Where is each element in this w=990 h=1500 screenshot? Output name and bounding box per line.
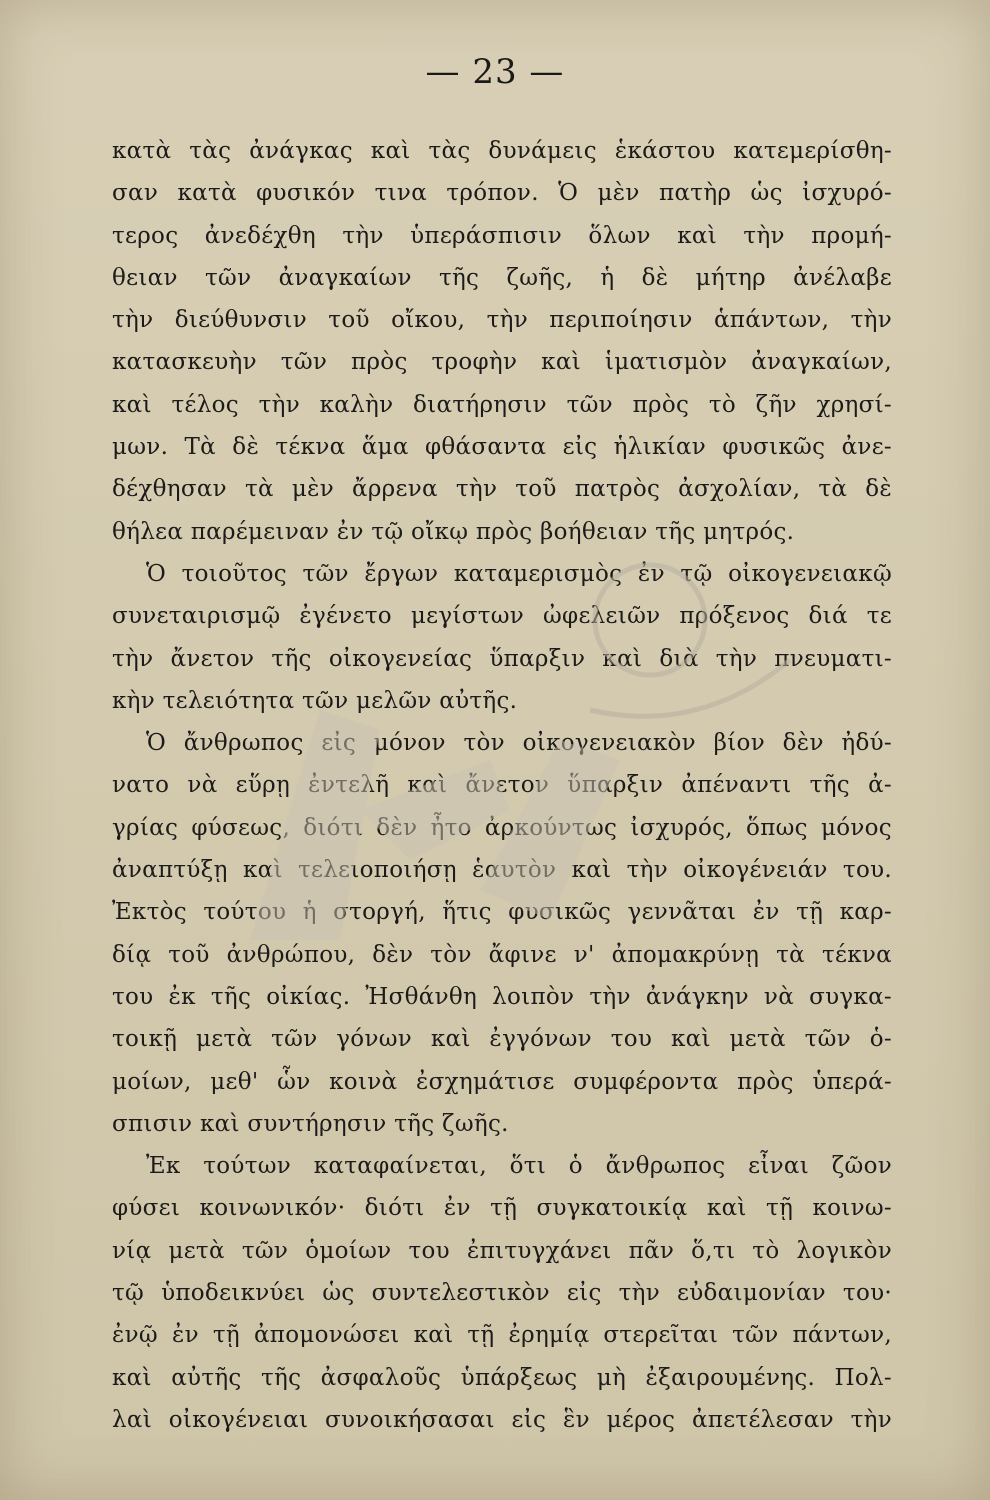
text-line: τοικῇ μετὰ τῶν γόνων καὶ ἐγγόνων του καὶ μετὰ τῶν ὁ- <box>112 1026 892 1053</box>
text-line: ἀναπτύξῃ καὶ τελειοποιήσῃ ἑαυτὸν καὶ τὴν οἰκογένειάν του. <box>112 857 892 884</box>
text-line: Ἐκτὸς τούτου ἡ στοργή, ἥτις φυσικῶς γεννᾶται ἐν τῇ καρ- <box>112 899 892 926</box>
text-line: κὴν τελειότητα τῶν μελῶν αὐτῆς. <box>112 687 518 714</box>
text-line: τερος ἀνεδέχθη τὴν ὑπεράσπισιν ὅλων καὶ τὴν προμή- <box>112 222 892 249</box>
text-line: νίᾳ μετὰ τῶν ὁμοίων του ἐπιτυγχάνει πᾶν ὅ,τι τὸ λογικὸν <box>112 1237 892 1264</box>
body-text <box>112 130 892 1441</box>
text-line: συνεταιρισμῷ ἐγένετο μεγίστων ὠφελειῶν πρόξενος διά τε <box>112 603 892 630</box>
text-line: μων. Τὰ δὲ τέκνα ἅμα φθάσαντα εἰς ἡλικίαν φυσικῶς ἀνε- <box>112 434 892 461</box>
text-line: γρίας φύσεως, διότι δὲν ἦτο ἀρκούντως ἰσχυρός, ὅπως μόνος <box>112 814 892 841</box>
page-number: — 23 — <box>425 52 565 92</box>
text-line: σπισιν καὶ συντήρησιν τῆς ζωῆς. <box>112 1110 509 1137</box>
text-line: κατὰ τὰς ἀνάγκας καὶ τὰς δυνάμεις ἑκάστου κατεμερίσθη- <box>112 138 892 164</box>
text-line: θειαν τῶν ἀναγκαίων τῆς ζωῆς, ἡ δὲ μήτηρ ἀνέλαβε <box>112 264 892 291</box>
text-line: κατασκευὴν τῶν πρὸς τροφὴν καὶ ἱματισμὸν ἀναγκαίων, <box>112 349 892 376</box>
text-line: λαὶ οἰκογένειαι συνοικήσασαι εἰς ἓν μέρος ἀπετέλεσαν τὴν <box>112 1406 892 1433</box>
text-line: δέχθησαν τὰ μὲν ἄρρενα τὴν τοῦ πατρὸς ἀσχολίαν, τὰ δὲ <box>112 476 892 503</box>
text-line: τὴν διεύθυνσιν τοῦ οἴκου, τὴν περιποίησιν ἁπάντων, τὴν <box>112 307 892 334</box>
text-line: φύσει κοινωνικόν· διότι ἐν τῇ συγκατοικίᾳ καὶ τῇ κοινω- <box>112 1195 892 1222</box>
text-line: καὶ τέλος τὴν καλὴν διατήρησιν τῶν πρὸς τὸ ζῆν χρησί- <box>112 391 892 418</box>
text-line: τῷ ὑποδεικνύει ὡς συντελεστικὸν εἰς τὴν εὐδαιμονίαν του· <box>112 1280 892 1307</box>
text-line: του ἐκ τῆς οἰκίας. Ἠσθάνθη λοιπὸν τὴν ἀνάγκην νὰ συγκα- <box>112 983 892 1010</box>
text-line: Ὁ ἄνθρωπος εἰς μόνον τὸν οἰκογενειακὸν βίον δὲν ἠδύ- <box>146 730 892 757</box>
text-line: Ἐκ τούτων καταφαίνεται, ὅτι ὁ ἄνθρωπος εἶναι ζῶον <box>146 1153 892 1180</box>
text-line: δίᾳ τοῦ ἀνθρώπου, δὲν τὸν ἄφινε ν' ἀπομακρύνῃ τὰ τέκνα <box>112 941 892 968</box>
text-line: νατο νὰ εὕρῃ ἐντελῆ καὶ ἄνετον ὕπαρξιν ἀπέναντι τῆς ἀ- <box>112 772 892 799</box>
text-line: τὴν ἄνετον τῆς οἰκογενείας ὕπαρξιν καὶ διὰ τὴν πνευματι- <box>112 645 892 672</box>
text-line: καὶ αὐτῆς τῆς ἀσφαλοῦς ὑπάρξεως μὴ ἐξαιρουμένης. Πολ- <box>112 1364 892 1391</box>
text-line: ἐνῷ ἐν τῇ ἀπομονώσει καὶ τῇ ἐρημίᾳ στερεῖται τῶν πάντων, <box>112 1322 892 1349</box>
text-line: Ὁ τοιοῦτος τῶν ἔργων καταμερισμὸς ἐν τῷ οἰκογενειακῷ <box>146 560 892 587</box>
text-line: σαν κατὰ φυσικόν τινα τρόπον. Ὁ μὲν πατὴρ ὡς ἰσχυρό- <box>112 180 892 207</box>
text-line: μοίων, μεθ' ὧν κοινὰ ἐσχημάτισε συμφέροντα πρὸς ὑπερά- <box>112 1068 892 1095</box>
text-line: θήλεα παρέμειναν ἐν τῷ οἴκῳ πρὸς βοήθειαν τῆς μητρός. <box>112 518 795 545</box>
